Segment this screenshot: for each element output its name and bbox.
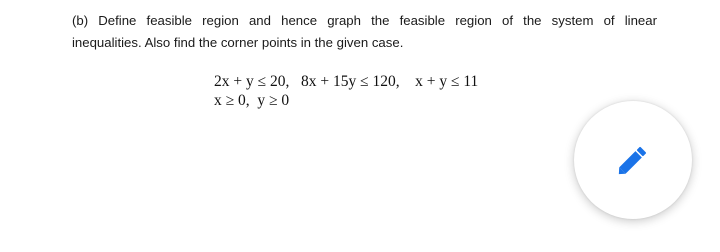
inequalities-line-2: x ≥ 0, y ≥ 0 <box>214 92 290 109</box>
question-line-2: inequalities. Also find the corner points in the given case. <box>72 35 404 50</box>
question-line-1: (b) Define feasible region and hence graph the feasible region of the system of linear <box>72 13 657 28</box>
pencil-icon <box>613 140 653 180</box>
inequalities-line-1: 2x + y ≤ 20, 8x + 15y ≤ 120, x + y ≤ 11 <box>214 73 479 90</box>
edit-button[interactable] <box>574 101 692 219</box>
question-text <box>72 10 657 54</box>
inequalities-block <box>214 72 478 110</box>
pencil-body <box>619 151 642 174</box>
